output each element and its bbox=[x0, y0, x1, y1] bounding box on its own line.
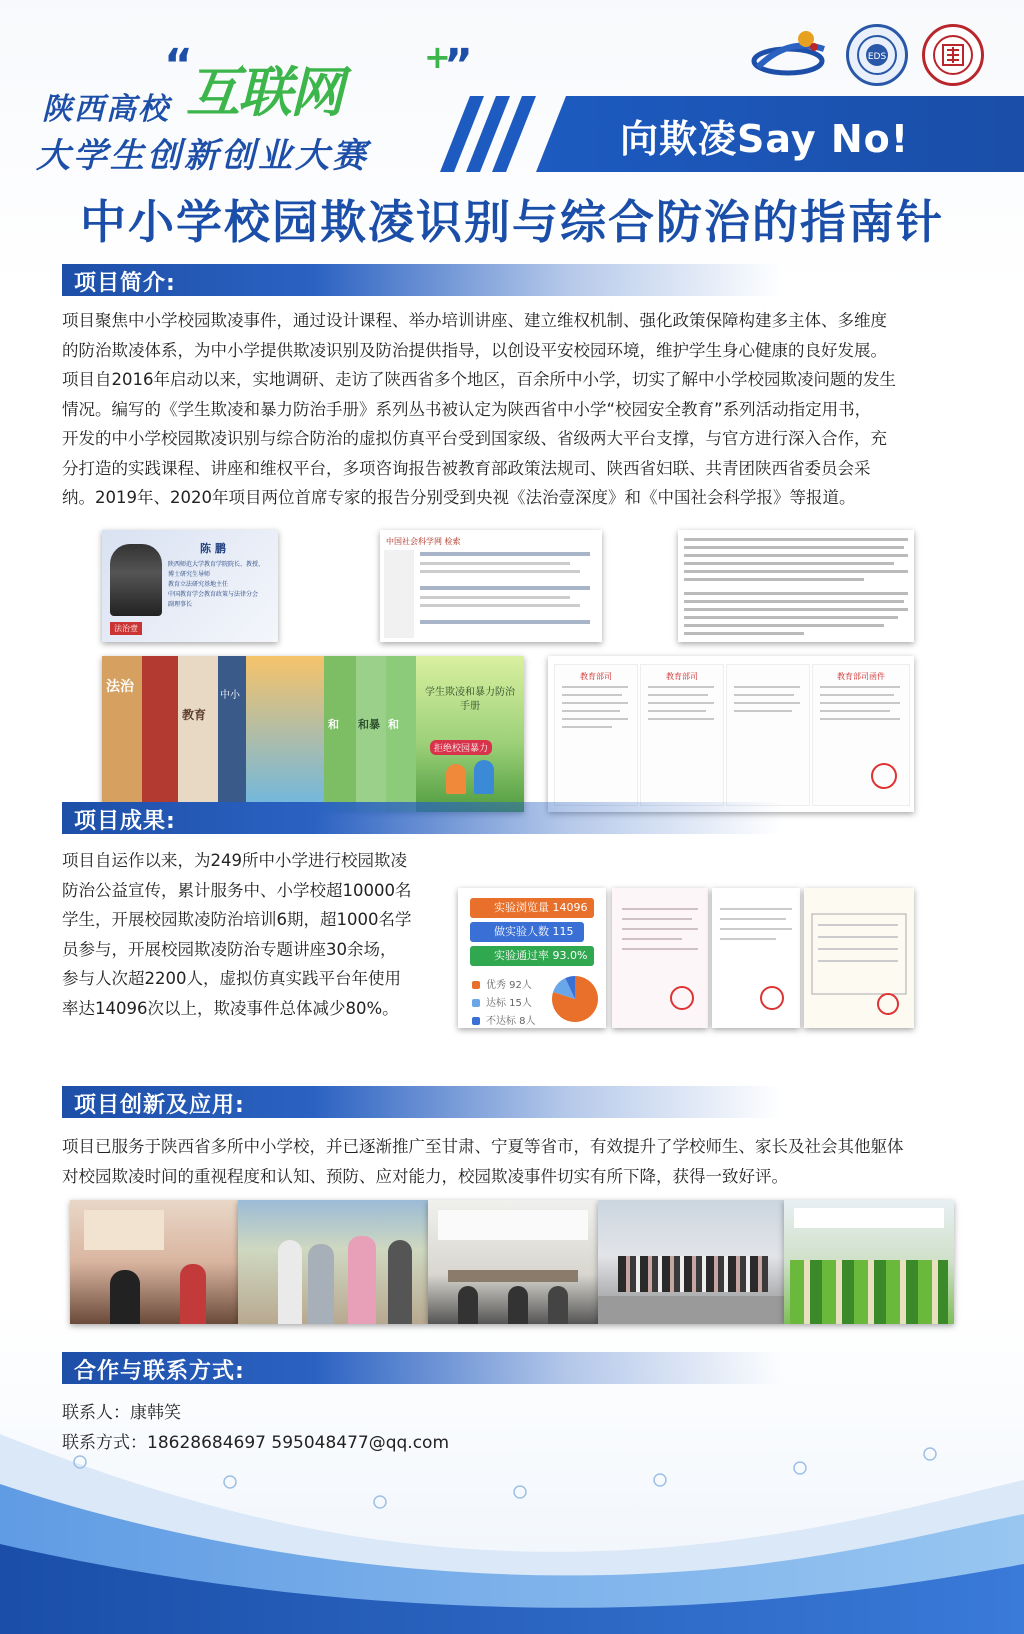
handbook-cover bbox=[416, 656, 524, 812]
brand-province: 陕西高校 bbox=[42, 92, 170, 127]
contact-person: 联系人：康韩笑 bbox=[62, 1403, 181, 1423]
activity-photo-3 bbox=[428, 1200, 598, 1324]
certificate-document-2 bbox=[712, 888, 800, 1028]
brand-internet-plus: 互联网 bbox=[186, 61, 342, 124]
legend-excellent: 优秀 92人 bbox=[472, 976, 532, 991]
education-department-seal-icon bbox=[846, 24, 908, 86]
sponsor-logos bbox=[748, 24, 984, 86]
activity-photo-5 bbox=[784, 1200, 954, 1324]
slogan-banner bbox=[440, 96, 1024, 172]
legend-pass: 达标 15人 bbox=[472, 994, 532, 1009]
brand-plus: + bbox=[424, 38, 451, 76]
results-line: 率达14096次以上，欺凌事件总体减少80%。 bbox=[62, 998, 399, 1018]
result-pie-chart bbox=[550, 974, 600, 1024]
results-line: 员参与，开展校园欺凌防治专题讲座30余场， bbox=[62, 939, 397, 959]
intro-paragraph bbox=[62, 306, 962, 513]
expert-profile-image: 陈 鹏 陕西师范大学教育学院院长、教授、 博士研究生导师 教育立法研究基地主任 中国教育学会教育政策与法律分会 副理事长 法治壹 bbox=[102, 530, 278, 642]
handbook-subtitle: 拒绝校园暴力 bbox=[430, 740, 492, 755]
banner-slogan: 向欺凌Say No! bbox=[620, 117, 910, 161]
intro-line: 纳。2019年、2020年项目两位首席专家的报告分别受到央视《法治壹深度》和《中国社会科学报》等报道。 bbox=[62, 488, 856, 507]
footer-wave-decoration bbox=[0, 1394, 1024, 1634]
tv-program-badge: 法治壹 bbox=[110, 622, 142, 635]
handbook-series-photo: 法治 教育 中小 和 和暴 和 学生欺凌和暴力防治手册 拒绝校园暴力 bbox=[102, 656, 524, 812]
section-heading-innovation: 项目创新及应用: bbox=[62, 1086, 782, 1118]
activity-photo-4 bbox=[598, 1200, 784, 1324]
results-line: 项目自运作以来，为249所中小学进行校园欺凌 bbox=[62, 851, 407, 870]
brand-competition-name: 大学生创新创业大赛 bbox=[36, 136, 369, 176]
results-paragraph bbox=[62, 846, 432, 1023]
poster-title: 中小学校园欺凌识别与综合防治的指南针 bbox=[80, 195, 944, 249]
intro-line: 项目自2016年启动以来，实地调研、走访了陕西省多个地区，百余所中小学，切实了解中小学校园欺凌问题的发生 bbox=[62, 370, 896, 389]
competition-brand bbox=[36, 38, 496, 176]
results-line: 防治公益宣传，累计服务中、小学校超10000名 bbox=[62, 880, 412, 900]
legend-fail: 不达标 8人 bbox=[472, 1012, 536, 1027]
official-documents-image: 教育部司 教育部司 教育部司函件 bbox=[548, 656, 914, 812]
university-seal-icon bbox=[922, 24, 984, 86]
stat-pass-rate: 实验通过率 93.0% bbox=[470, 946, 594, 966]
intro-line: 开发的中小学校园欺凌识别与综合防治的虚拟仿真平台受到国家级、省级两大平台支撑，与官方进行深入合作，充 bbox=[62, 429, 887, 448]
activity-photo-2 bbox=[238, 1200, 428, 1324]
stat-views: 实验浏览量 14096 bbox=[470, 898, 594, 918]
intro-line: 分打造的实践课程、讲座和维权平台，多项咨询报告被教育部政策法规司、陕西省妇联、共青团陕西省委员会采 bbox=[62, 458, 871, 478]
intro-line: 项目聚焦中小学校园欺凌事件，通过设计课程、举办培训讲座、建立维权机制、强化政策保障构建多主体、多维度 bbox=[62, 311, 887, 330]
intro-line: 的防治欺凌体系，为中小学提供欺凌识别及防治提供指导，以创设平安校园环境，维护学生身心健康的良好发展。 bbox=[62, 340, 887, 360]
expert-photo bbox=[110, 544, 162, 616]
innovation-paragraph bbox=[62, 1132, 962, 1191]
innovation-line: 对校园欺凌时间的重视程度和认知、预防、应对能力，校园欺凌事件切实有所下降，获得一致好评。 bbox=[62, 1166, 788, 1186]
svg-text:EDS: EDS bbox=[867, 52, 887, 62]
contact-info: 联系方式：18628684697 595048477@qq.com bbox=[62, 1433, 450, 1453]
platform-stats-panel bbox=[458, 888, 606, 1028]
brand-quote-right: ” bbox=[444, 40, 473, 91]
news-search-screenshot: 中国社会科学网 检索 bbox=[380, 530, 602, 642]
handbook-title: 学生欺凌和暴力防治手册 bbox=[425, 687, 515, 712]
innovation-line: 项目已服务于陕西省多所中小学校，并已逐渐推广至甘肃、宁夏等省市，有效提升了学校师生、家长及社会其他躯体 bbox=[62, 1137, 904, 1156]
section-heading-results: 项目成果: bbox=[62, 802, 782, 834]
brand-quote-left: “ bbox=[164, 40, 193, 91]
expert-name: 陈 鹏 bbox=[200, 542, 226, 555]
news-article-screenshot bbox=[678, 530, 914, 642]
results-line: 学生，开展校园欺凌防治培训6期，超1000名学 bbox=[62, 910, 412, 929]
department-logo-icon bbox=[748, 27, 832, 83]
section-heading-contact: 合作与联系方式: bbox=[62, 1352, 782, 1384]
intro-line: 情况。编写的《学生欺凌和暴力防治手册》系列丛书被认定为陕西省中小学“校园安全教育”系列活动指定用书， bbox=[62, 399, 872, 419]
stat-participants: 做实验人数 115 bbox=[470, 922, 584, 942]
activity-photo-1 bbox=[70, 1200, 238, 1324]
certificate-document-1 bbox=[612, 888, 708, 1028]
section-heading-intro: 项目简介: bbox=[62, 264, 782, 296]
results-line: 参与人次超2200人，虚拟仿真实践平台年使用 bbox=[62, 969, 401, 988]
certificate-document-3 bbox=[804, 888, 914, 1028]
